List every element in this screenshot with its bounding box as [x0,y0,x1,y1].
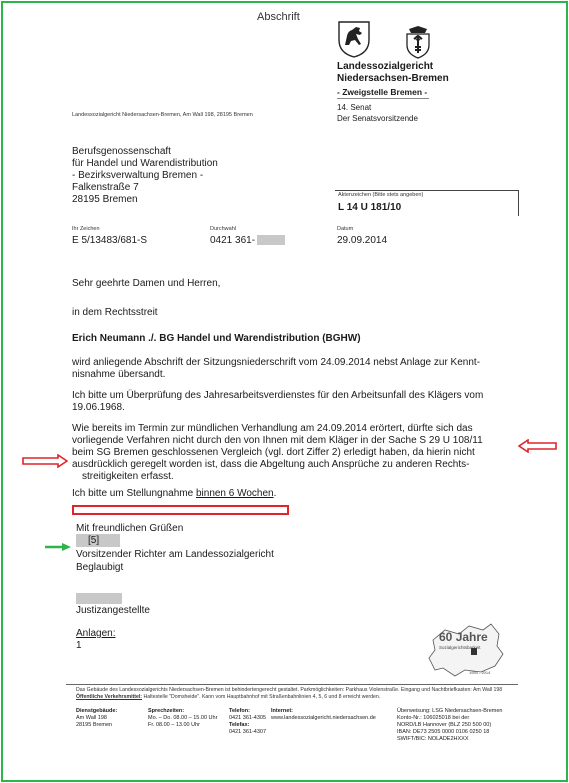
footer-heading: Sprechzeiten: [148,708,185,714]
text-segment: . [273,488,277,499]
redaction-box [257,235,285,245]
sender-return-line: Landessozialgericht Niedersachsen-Bremen, Am Wall 198, 28195 Bremen [72,112,253,118]
anniversary-subtitle: Sozialgerichtsbarkeit [439,645,481,650]
text-line: Wie bereits im Termin zur mündlichen Verhandlung am 24.09.2014 erörtert, dürfte sich das [72,423,473,434]
transport-notice: Haltestelle "Domsheide". Kann vom Hauptbahnhof mit Straßenbahnlinien 4, 5, 6 und 8 erreicht werden. [143,694,381,700]
signature-redaction [76,534,120,547]
paragraph-1 [72,357,480,381]
recipient-line: - Bezirksverwaltung Bremen - [72,170,204,181]
building-notice: Das Gebäude des Landessozialgerichts Niedersachsen-Bremen ist behindertengerecht gestaltet. Parkmöglichkeiten: Parkhaus Violenstraße. Eingang und Nachtbriefkasten: Am Wall 198 [76,687,503,693]
red-highlight-box [72,505,289,515]
extension-number: 0421 361- [210,235,256,246]
text-line: beim SG Bremen geschlossenen Vergleich (vgl. dort Ziffer 2) erledigt haben, da hierin nicht [72,447,475,458]
senate-label: 14. Senat [337,103,372,112]
paragraph-3 [72,423,483,483]
anniversary-number: 60 [439,630,453,644]
attachments-label: Anlagen: [76,628,116,639]
recipient-line: Falkenstraße 7 [72,182,139,193]
website-link[interactable]: www.landessozialgericht.niedersachsen.de [271,715,376,721]
paragraph-4 [72,488,276,500]
footer-text: SWIFT/BIC: NOLADE2HXXX [397,736,469,742]
clerk-redaction [76,593,122,604]
anniversary-logo [425,620,505,678]
footer-text: NORD/LB Hannover (BLZ 250 500 00) [397,722,492,728]
footer-heading: Dienstgebäude: [76,708,118,714]
intro-text: in dem Rechtsstreit [72,307,158,318]
footer-notice [76,687,516,701]
case-number: L 14 U 181/10 [338,202,402,213]
salutation: Sehr geehrte Damen und Herren, [72,278,221,289]
bremen-key-crest-icon [403,25,433,59]
transport-label: Öffentliche Verkehrsmittel: [76,694,143,700]
text-line: Ich bitte um Überprüfung des Jahresarbeitsverdienstes für den Arbeitsunfall des Klägers vom [72,390,484,401]
green-arrow-icon [44,539,72,557]
footer-bank [397,708,502,743]
text-line: ausdrücklich geregelt worden ist, dass die Abgeltung auch Ansprüche zu anderen Rechts- [72,459,470,470]
deadline-text: binnen 6 Wochen [195,488,274,499]
reference-label: Aktenzeichen (Bitte stets angeben) [338,192,424,198]
court-name: Landessozialgericht Niedersachsen-Bremen [337,61,449,84]
date-label: Datum [337,226,354,232]
certified-label: Beglaubigt [76,562,124,573]
footer-building [76,708,117,729]
footer-text: Fr. 08.00 – 13.00 Uhr [148,722,200,728]
signer-title: Vorsitzender Richter am Landessozialgericht [76,549,274,560]
anniversary-number-line [439,630,488,644]
attachments-count: 1 [76,640,82,651]
extension-value [210,235,285,247]
text-segment: Ich bitte um Stellungnahme [72,488,196,499]
footer-phone [229,708,266,736]
abschrift-label: Abschrift [257,11,300,23]
footer-heading: Telefax: [229,722,250,728]
text-line: wird anliegende Abschrift der Sitzungsniederschrift vom 24.09.2014 nebst Anlage zur Kennt- [72,357,481,368]
footer-text: IBAN: DE73 2505 0000 0106 0250 18 [397,729,490,735]
text-line: streitigkeiten erfasst. [82,471,174,482]
footer-text: 28195 Bremen [76,722,113,728]
your-reference-value: E 5/13483/681-S [72,235,148,246]
chair-label: Der Senatsvorsitzende [337,114,418,123]
clerk-title: Justizangestellte [76,605,150,616]
footer-heading: Telefon: [229,708,250,714]
anniversary-word: Jahre [455,630,488,644]
your-reference-label: Ihr Zeichen [72,226,100,232]
footer-internet [271,708,376,722]
footer-heading: Internet: [271,708,293,714]
red-arrow-left-icon [518,439,558,458]
text-line: vorliegende Verfahren nicht durch den von Ihnen mit dem Kläger in der Sache S 29 U 108/11 [72,435,483,446]
date-value: 29.09.2014 [337,235,388,246]
footer-text: 0421 361-4307 [229,729,267,735]
anniversary-years: 1954 - 2014 [469,670,491,675]
paragraph-2 [72,390,483,414]
recipient-line: Berufsgenossenschaft [72,146,171,157]
footer-text: Konto-Nr.: 106025018 bei der [397,715,470,721]
closing: Mit freundlichen Grüßen [76,523,184,534]
reference-box [335,190,519,216]
footer-hours [148,708,217,729]
branch-divider [337,98,429,99]
footer-text: 0421 361-4305 [229,715,267,721]
court-branch: - Zweigstelle Bremen - [337,87,428,97]
text-line: nisnahme übersandt. [72,369,166,380]
case-title: Erich Neumann ./. BG Handel und Warendistribution (BGHW) [72,333,361,344]
text-line: 19.06.1968. [72,402,125,413]
signature-mark: [5] [88,535,100,546]
footer-heading: Überweisung: LSG Niedersachsen-Bremen [397,708,503,714]
red-arrow-right-icon [22,454,68,473]
recipient-address [72,146,218,206]
recipient-line: für Handel und Warendistribution [72,158,218,169]
footer-divider [66,684,518,685]
footer-text: Mo. – Do. 08.00 – 15.00 Uhr [148,715,218,721]
recipient-line: 28195 Bremen [72,194,138,205]
extension-label: Durchwahl [210,226,236,232]
lower-saxony-crest-icon [337,20,371,58]
footer-text: Am Wall 198 [76,715,107,721]
